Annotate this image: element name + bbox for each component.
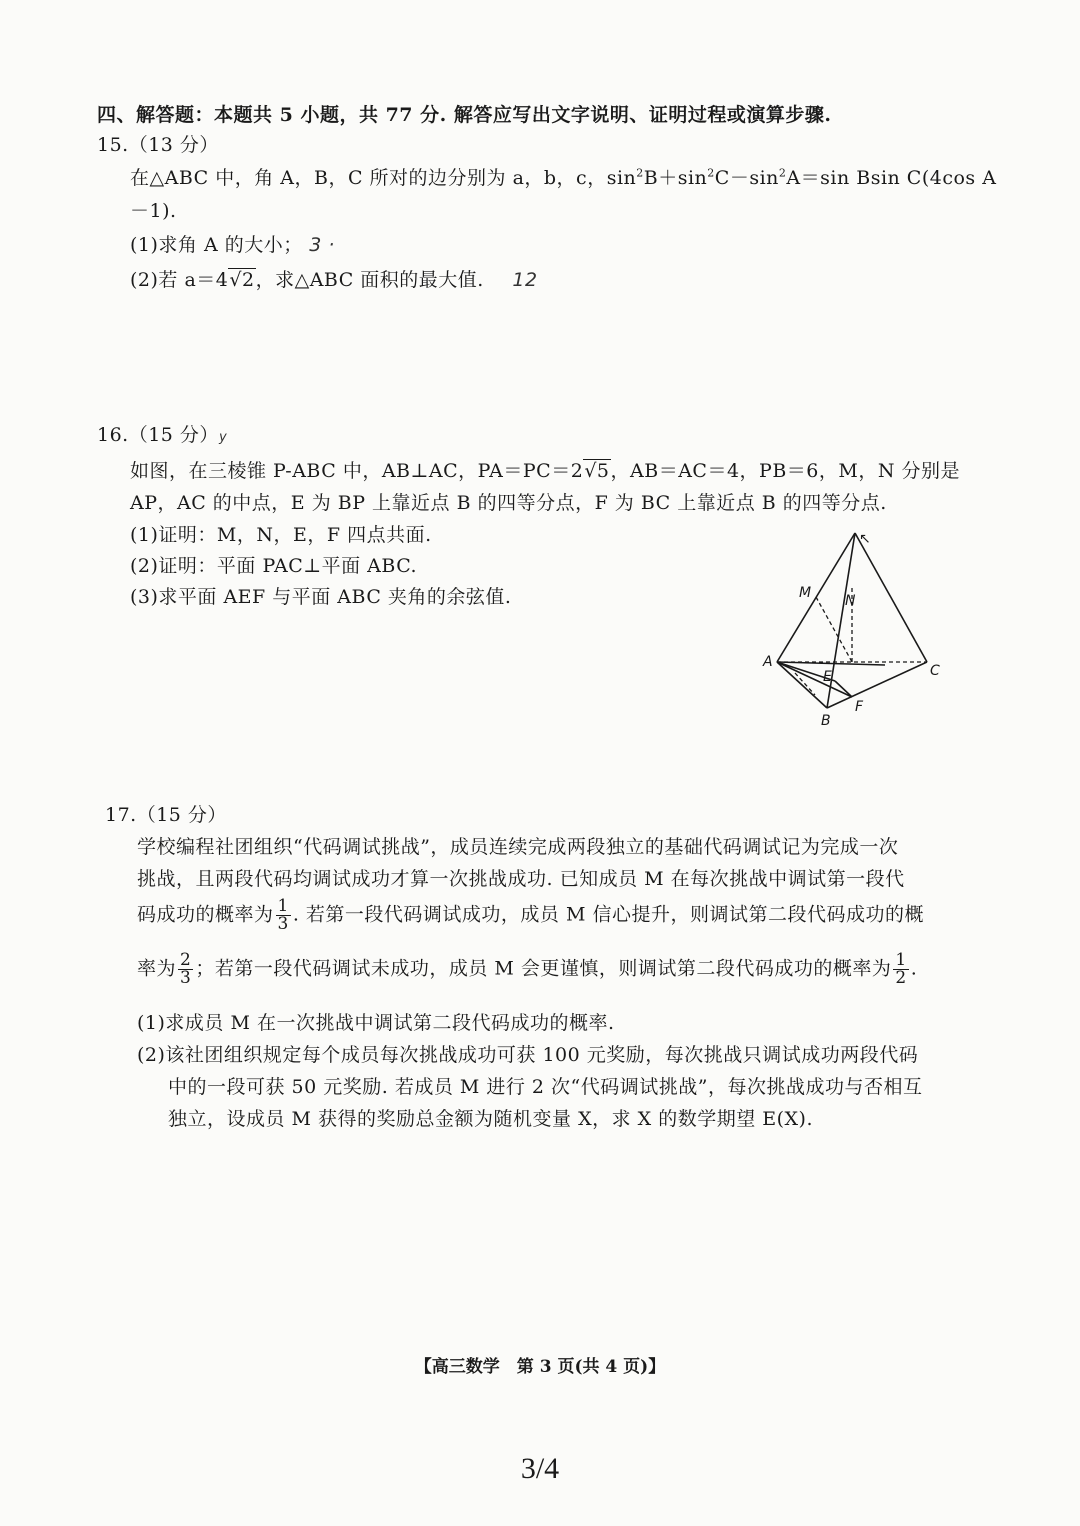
- q15-sqrt: √2: [229, 269, 255, 291]
- q17-part2-line2: 中的一段可获 50 元奖励. 若成员 M 进行 2 次“代码调试挑战”，每次挑战成功与否相互: [168, 1076, 923, 1098]
- q15-stem-line2: －1).: [130, 200, 177, 222]
- fraction-two-thirds: [178, 952, 193, 987]
- edge-BC: [827, 662, 927, 708]
- q15-handwritten-note-1: 3 ·: [309, 234, 335, 256]
- q16-stem1-post: ，AB＝AC＝4，PB＝6，M，N 分别是: [610, 460, 961, 482]
- q17-line4: [137, 952, 917, 987]
- q15-sqrt-arg: 2: [241, 269, 255, 291]
- edge-A-aux-hidden: [795, 673, 815, 695]
- q15-part1: [130, 230, 335, 257]
- edge-AF: [777, 662, 852, 697]
- fraction-one-half: [893, 952, 908, 987]
- frac2-num: 2: [180, 950, 192, 970]
- q15-stem-pre: 在△ABC 中，角 A，B，C 所对的边分别为 a，b，c，sin: [130, 167, 637, 189]
- section-header: 四、解答题：本题共 5 小题，共 77 分. 解答应写出文字说明、证明过程或演算步骤.: [97, 104, 832, 126]
- q17-line1: 学校编程社团组织“代码调试挑战”，成员连续完成两段独立的基础代码调试记为完成一次: [137, 836, 899, 858]
- fraction-one-third: [276, 898, 291, 933]
- frac3-num: 1: [895, 950, 907, 970]
- q16-handwritten-mark: y: [218, 430, 228, 445]
- label-N: N: [845, 593, 856, 609]
- edge-AB: [777, 662, 827, 708]
- frac1-num: 1: [277, 896, 289, 916]
- tetrahedron-edges: [777, 533, 927, 708]
- q16-number-text: 16.（15 分）: [97, 424, 219, 446]
- q15-sup-a: 2: [636, 166, 644, 180]
- label-B: B: [821, 713, 831, 729]
- q17-number: 17.（15 分）: [105, 804, 227, 826]
- q16-stem1-pre: 如图，在三棱锥 P-ABC 中，AB⊥AC，PA＝PC＝2: [130, 460, 584, 482]
- q15-stem-mid2: C－sin: [714, 167, 779, 189]
- q15-sup-c: 2: [778, 166, 787, 180]
- q16-number: [97, 420, 227, 447]
- q17-line4-pre: 率为: [137, 957, 177, 980]
- q17-line2: 挑战，且两段代码均调试成功才算一次挑战成功. 已知成员 M 在每次挑战中调试第一段代: [137, 868, 905, 890]
- label-C: C: [930, 663, 940, 679]
- q15-stem-line1: [130, 163, 996, 190]
- q16-stem-line1: [130, 456, 960, 483]
- q16-part2: (2)证明：平面 PAC⊥平面 ABC.: [130, 555, 418, 577]
- label-E: E: [823, 669, 832, 685]
- q15-part2-post: ，求△ABC 面积的最大值.: [255, 269, 484, 291]
- q16-sqrt-arg: 5: [596, 460, 610, 482]
- q15-handwritten-note-2: 12: [512, 269, 538, 291]
- q17-line3-pre: 码成功的概率为: [137, 903, 274, 926]
- q17-line3: [137, 898, 924, 933]
- q17-part2-line3: 独立，设成员 M 获得的奖励总金额为随机变量 X，求 X 的数学期望 E(X).: [168, 1108, 814, 1130]
- label-A: A: [763, 654, 773, 670]
- q15-number: 15.（13 分）: [97, 134, 219, 156]
- page-footer: 【高三数学 第 3 页(共 4 页)】: [414, 1357, 666, 1377]
- q15-part1-text: (1)求角 A 的大小；: [130, 234, 303, 256]
- q16-part1: (1)证明：M，N，E，F 四点共面.: [130, 524, 432, 546]
- q16-stem-line2: AP，AC 的中点，E 为 BP 上靠近点 B 的四等分点，F 为 BC 上靠近点 B 的四等分点.: [130, 492, 887, 514]
- label-P: ↖: [859, 531, 871, 547]
- label-M: M: [799, 585, 812, 601]
- q17-part2-line1: (2)该社团组织规定每个成员每次挑战成功可获 100 元奖励，每次挑战只调试成功两段代码: [137, 1044, 919, 1066]
- edge-EF: [835, 681, 852, 697]
- q17-part1: (1)求成员 M 在一次挑战中调试第二段代码成功的概率.: [137, 1012, 615, 1034]
- q17-line3-post: . 若第一段代码调试成功，成员 M 信心提升，则调试第二段代码成功的概: [292, 903, 924, 926]
- q15-part2-pre: (2)若 a＝4: [130, 269, 229, 291]
- frac3-den: 2: [895, 968, 907, 988]
- q15-part2: [130, 265, 538, 292]
- q17-line4-mid: ；若第一段代码调试未成功，成员 M 会更谨慎，则调试第二段代码成功的概率为: [195, 957, 892, 980]
- frac2-den: 3: [180, 968, 192, 988]
- q15-stem-post: A＝sin Bsin C(4cos A: [786, 167, 997, 189]
- frac1-den: 3: [277, 914, 289, 934]
- q17-line4-post: .: [910, 957, 918, 980]
- q15-sup-b: 2: [707, 166, 715, 180]
- label-F: F: [855, 699, 864, 715]
- q16-part3: (3)求平面 AEF 与平面 ABC 夹角的余弦值.: [130, 586, 512, 608]
- tetrahedron-figure: [755, 525, 950, 730]
- edge-PC: [855, 533, 927, 662]
- q15-stem-mid1: B＋sin: [643, 167, 708, 189]
- q16-sqrt: √5: [584, 460, 610, 482]
- page-indicator: 3/4: [520, 1452, 560, 1485]
